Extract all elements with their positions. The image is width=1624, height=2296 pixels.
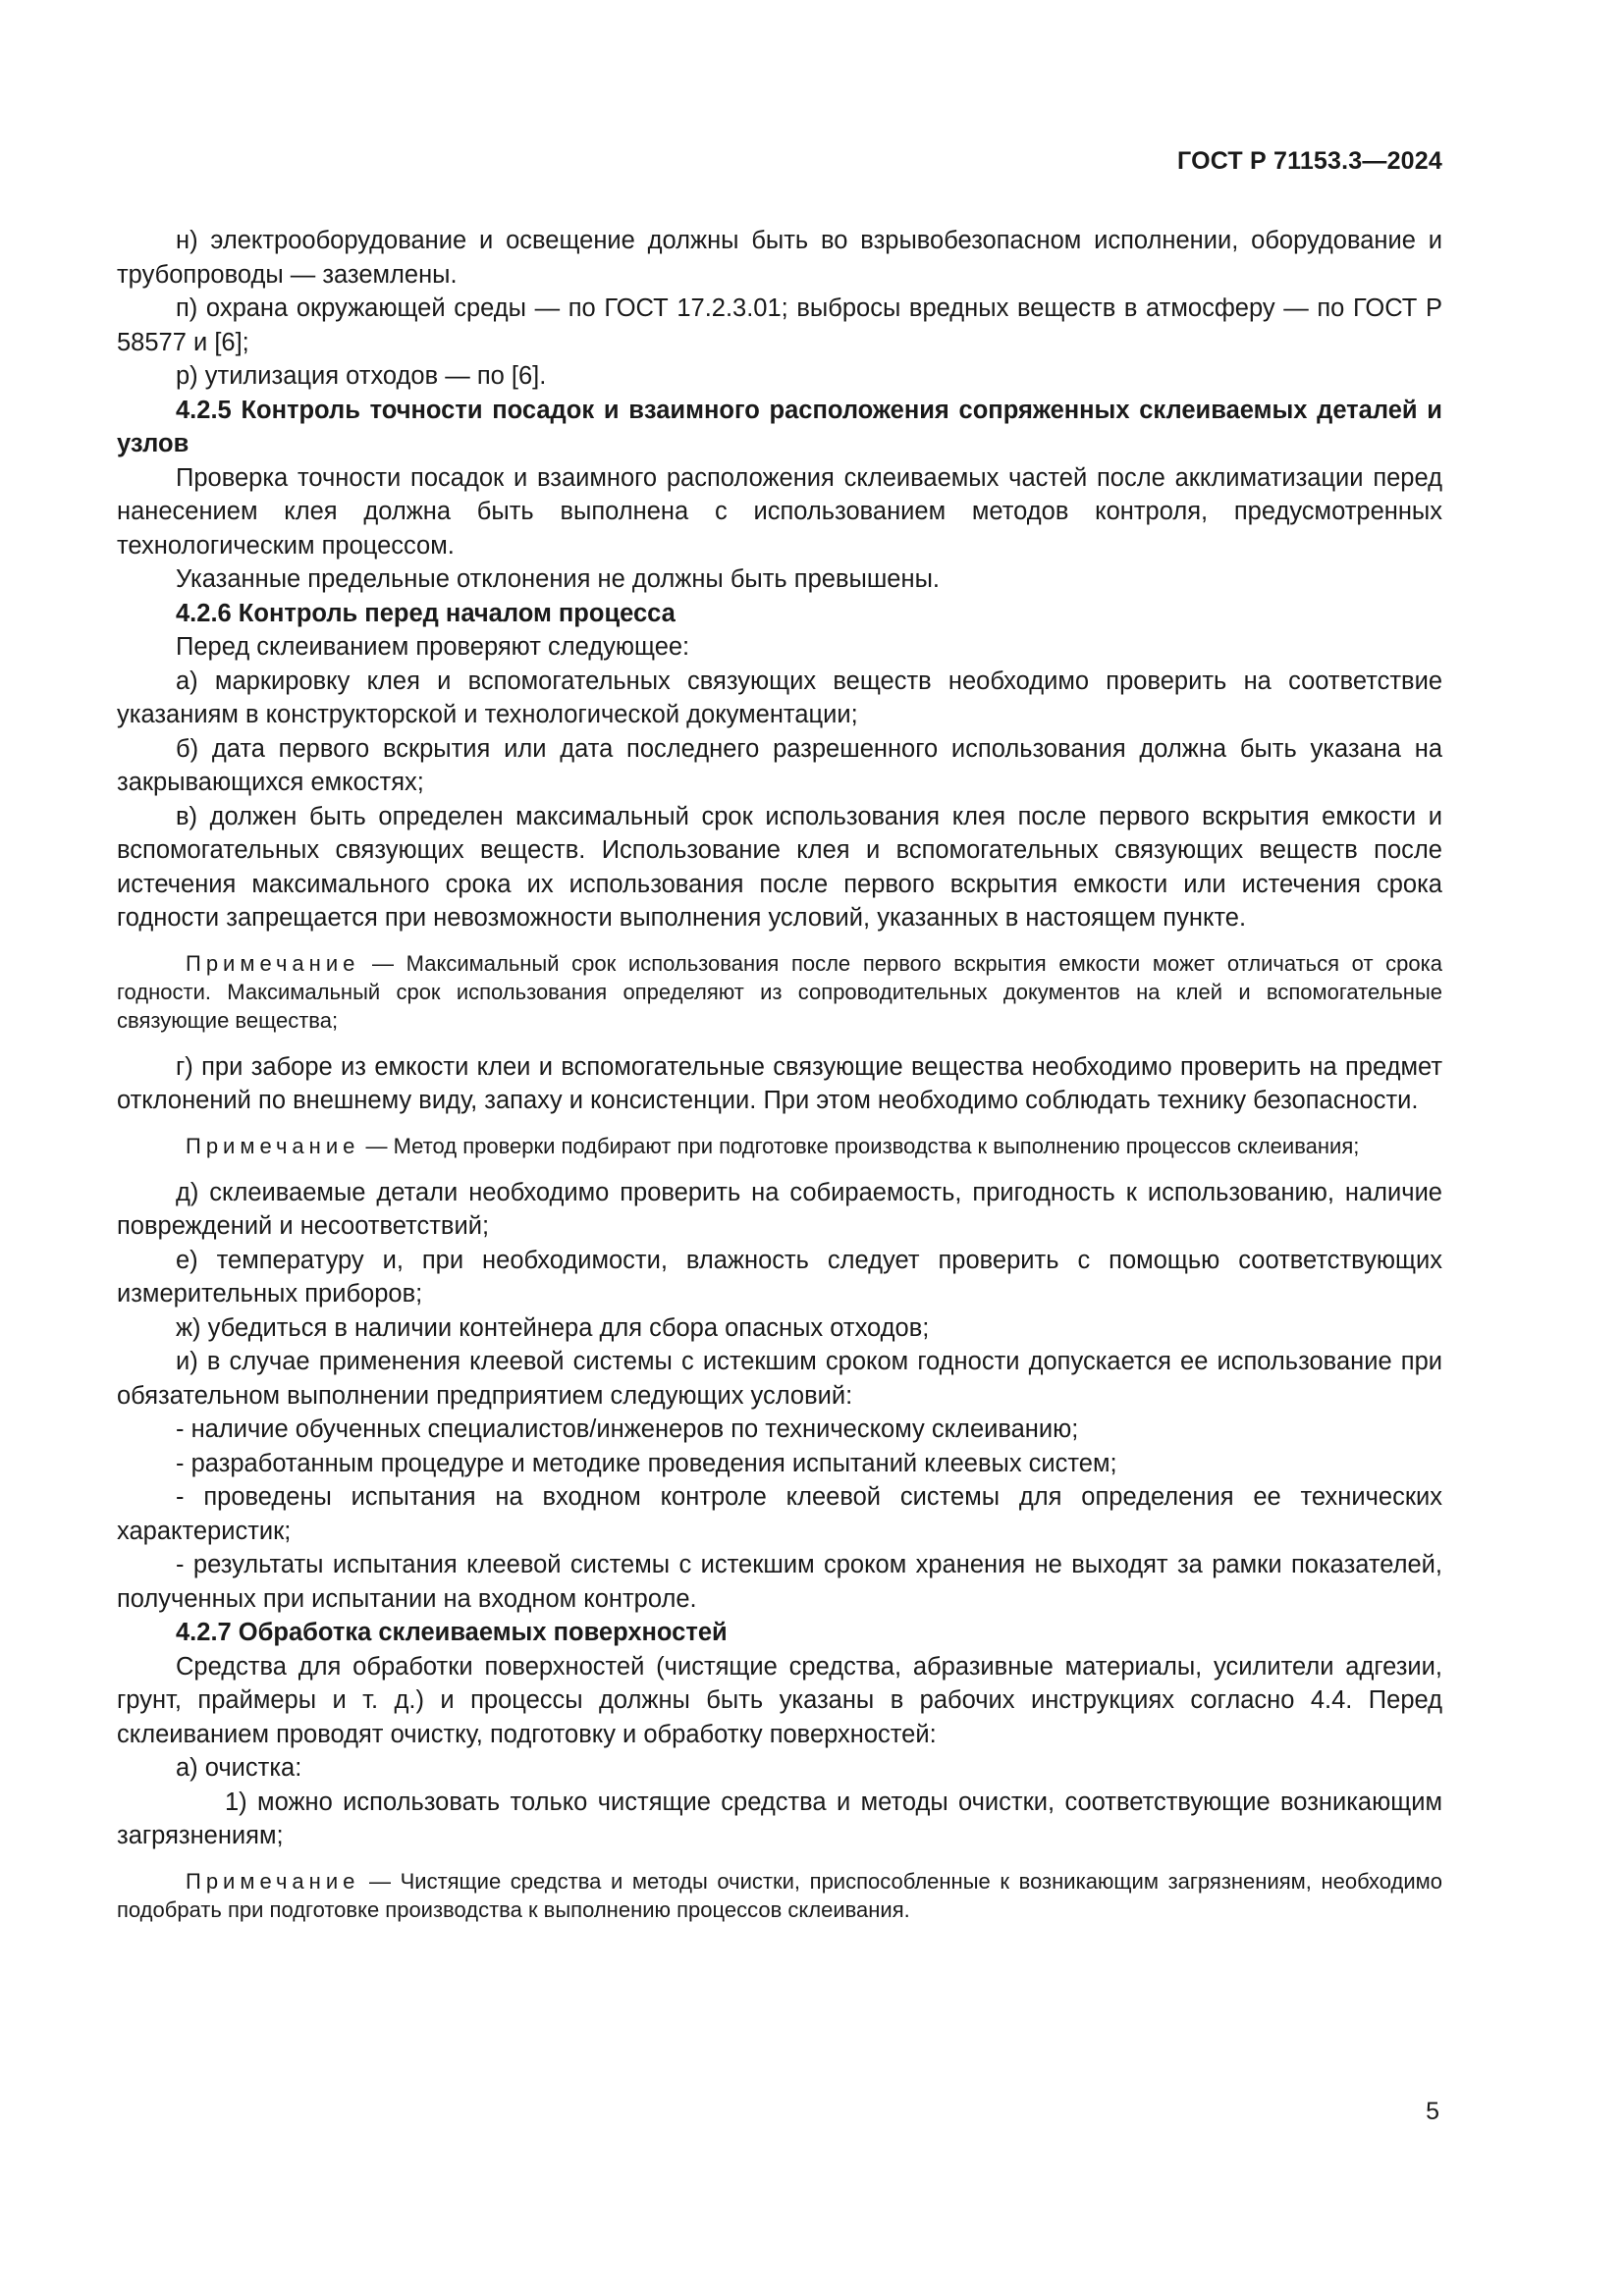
sub-item-1: 1) можно использовать только чистящие средства и методы очистки, соответствующие возникающим загрязнениям;	[117, 1788, 1442, 1849]
paragraph: Проверка точности посадок и взаимного расположения склеиваемых частей после акклиматизации перед нанесением клея должна быть выполнена с использованием методов контроля, предусмотренных технологическим процессом.	[117, 463, 1442, 560]
list-item-i: и) в случае применения клеевой системы с истекшим сроком годности допускается ее использование при обязательном выполнении предприятием следующих условий:	[117, 1348, 1442, 1410]
note-text: — Чистящие средства и методы очистки, приспособленные к возникающим загрязнениям, необходимо подобрать при подготовке производства к выполнению процессов склеивания.	[117, 1868, 1442, 1922]
note-label: Примечание	[186, 1868, 360, 1894]
paragraph: Указанные предельные отклонения не должны быть превышены.	[176, 565, 940, 593]
paragraph-n: н) электрооборудование и освещение должны быть во взрывобезопасном исполнении, оборудование и трубопроводы — заземлены.	[117, 227, 1442, 289]
paragraph: Перед склеиванием проверяют следующее:	[176, 633, 690, 661]
section-heading-4-2-7: 4.2.7 Обработка склеиваемых поверхностей	[176, 1619, 728, 1646]
note-1	[117, 949, 1442, 1035]
document-code-header: ГОСТ Р 71153.3—2024	[1177, 147, 1442, 175]
note-text: — Метод проверки подбирают при подготовке производства к выполнению процессов склеивания;	[365, 1133, 1360, 1158]
note-3	[117, 1867, 1442, 1924]
list-item-g: г) при заборе из емкости клеи и вспомогательные связующие вещества необходимо проверить на предмет отклонений по внешнему виду, запаху и консистенции. При этом необходимо соблюдать технику безопасности.	[117, 1052, 1442, 1114]
paragraph-p: п) охрана окружающей среды — по ГОСТ 17.2.3.01; выбросы вредных веществ в атмосферу — по ГОСТ Р 58577 и [6];	[117, 294, 1442, 356]
note-text: — Максимальный срок использования после первого вскрытия емкости может отличаться от срока годности. Максимальный срок использования определяют из сопроводительных документов на клей и вспомогательные связующие вещества;	[117, 950, 1442, 1033]
dash-item: - разработанным процедуре и методике проведения испытаний клеевых систем;	[176, 1449, 1117, 1477]
paragraph-r: р) утилизация отходов — по [6].	[176, 362, 547, 390]
list-item-zh: ж) убедиться в наличии контейнера для сбора опасных отходов;	[176, 1313, 930, 1342]
dash-item: - проведены испытания на входном контроле клеевой системы для определения ее технических характеристик;	[117, 1483, 1442, 1545]
page-number: 5	[1426, 2098, 1439, 2125]
paragraph: Средства для обработки поверхностей (чистящие средства, абразивные материалы, усилители адгезии, грунт, праймеры и т. д.) и процессы должны быть указаны в рабочих инструкциях согласно 4.4. Перед склеиванием проводят очистку, подготовку и обработку поверхностей:	[117, 1652, 1442, 1748]
note-label: Примечание	[186, 1133, 360, 1158]
list-item-a-cleaning: а) очистка:	[176, 1754, 302, 1782]
document-body	[117, 224, 1442, 1940]
list-item-b: б) дата первого вскрытия или дата последнего разрешенного использования должна быть указана на закрывающихся емкостях;	[117, 734, 1442, 796]
list-item-e: е) температуру и, при необходимости, влажность следует проверить с помощью соответствующих измерительных приборов;	[117, 1246, 1442, 1308]
list-item-a: а) маркировку клея и вспомогательных связующих веществ необходимо проверить на соответствие указаниям в конструкторской и технологической документации;	[117, 667, 1442, 728]
section-heading-4-2-5: 4.2.5 Контроль точности посадок и взаимного расположения сопряженных склеиваемых деталей и узлов	[117, 396, 1442, 457]
note-2	[117, 1132, 1442, 1160]
section-heading-4-2-6: 4.2.6 Контроль перед началом процесса	[176, 599, 676, 627]
list-item-v: в) должен быть определен максимальный срок использования клея после первого вскрытия емкости и вспомогательных связующих веществ. Использование клея и вспомогательных связующих веществ после истечения максимального срока их использования после первого вскрытия емкости или истечения срока годности запрещается при невозможности выполнения условий, указанных в настоящем пункте.	[117, 802, 1442, 932]
note-label: Примечание	[186, 950, 360, 976]
dash-item: - результаты испытания клеевой системы с истекшим сроком хранения не выходят за рамки показателей, полученных при испытании на входном контроле.	[117, 1551, 1442, 1613]
dash-item: - наличие обученных специалистов/инженеров по техническому склеиванию;	[176, 1415, 1079, 1443]
list-item-d: д) склеиваемые детали необходимо проверить на собираемость, пригодность к использованию, наличие повреждений и несоответствий;	[117, 1178, 1442, 1240]
